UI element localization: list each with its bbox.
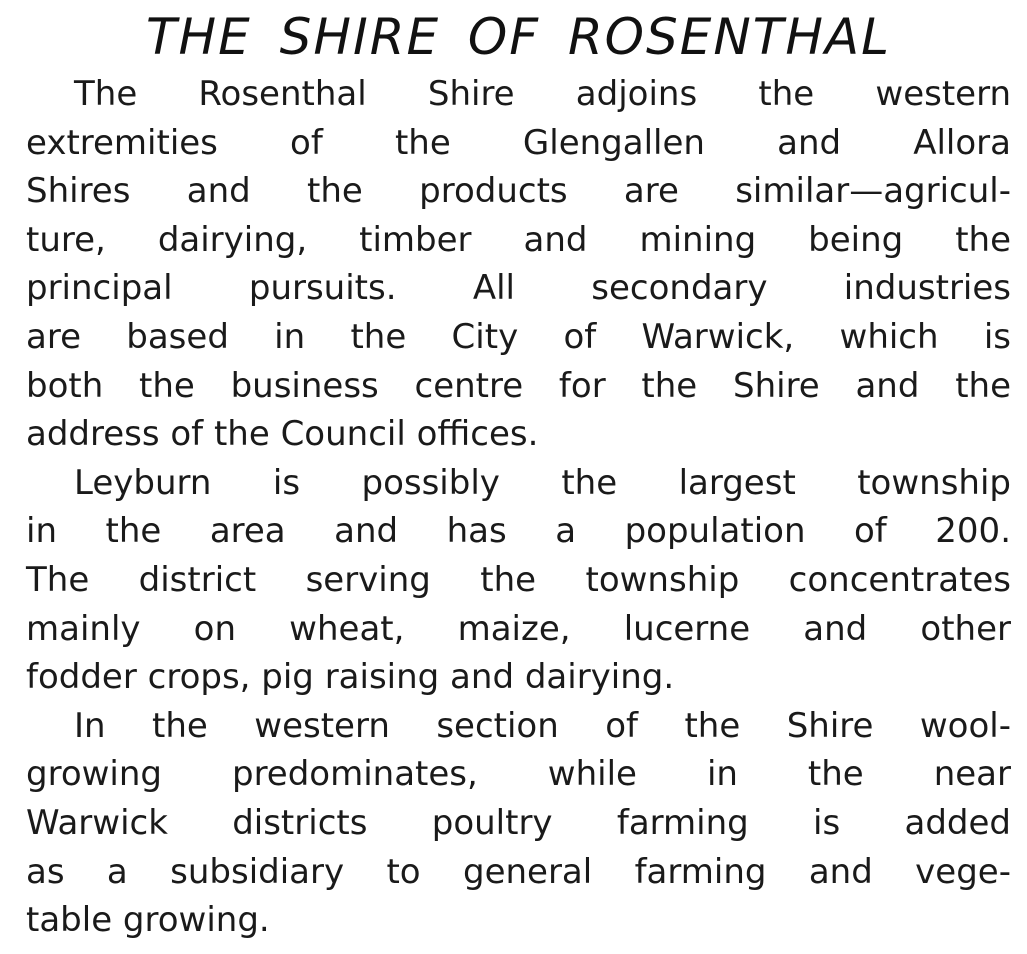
article-title: THE SHIRE OF ROSENTHAL [146, 8, 891, 66]
paragraph-line: Leyburn is possibly the largest township [74, 462, 1011, 503]
paragraph-line: Shires and the products are similar—agricul- [26, 171, 1011, 212]
paragraph-line: both the business centre for the Shire and the [26, 365, 1011, 406]
paragraph-line: are based in the City of Warwick, which is [26, 316, 1011, 357]
paragraph-3 [26, 702, 1011, 945]
paragraph-line: The Rosenthal Shire adjoins the western [74, 74, 1011, 114]
paragraph-line: In the western section of the Shire wool- [74, 705, 1011, 746]
paragraph-line: extremities of the Glengallen and Allora [26, 122, 1011, 163]
paragraph-line: growing predominates, while in the near [26, 754, 1011, 795]
paragraph-line: address of the Council offices. [26, 414, 539, 455]
paragraph-line: fodder crops, pig raising and dairying. [26, 657, 675, 698]
paragraph-line: ture, dairying, timber and mining being the [26, 219, 1011, 260]
paragraph-2 [26, 459, 1011, 702]
article [26, 4, 1011, 945]
paragraph-line: as a subsidiary to general farming and vege- [26, 851, 1011, 892]
paragraph-line: in the area and has a population of 200. [26, 511, 1011, 552]
paragraph-line: table growing. [26, 900, 270, 941]
paragraph-line: The district serving the township concentrates [26, 559, 1011, 600]
paragraph-line: mainly on wheat, maize, lucerne and other [26, 608, 1011, 649]
paragraph-1 [26, 70, 1011, 459]
paragraph-line: principal pursuits. All secondary industries [26, 268, 1011, 309]
paragraph-line: Warwick districts poultry farming is added [26, 802, 1011, 843]
